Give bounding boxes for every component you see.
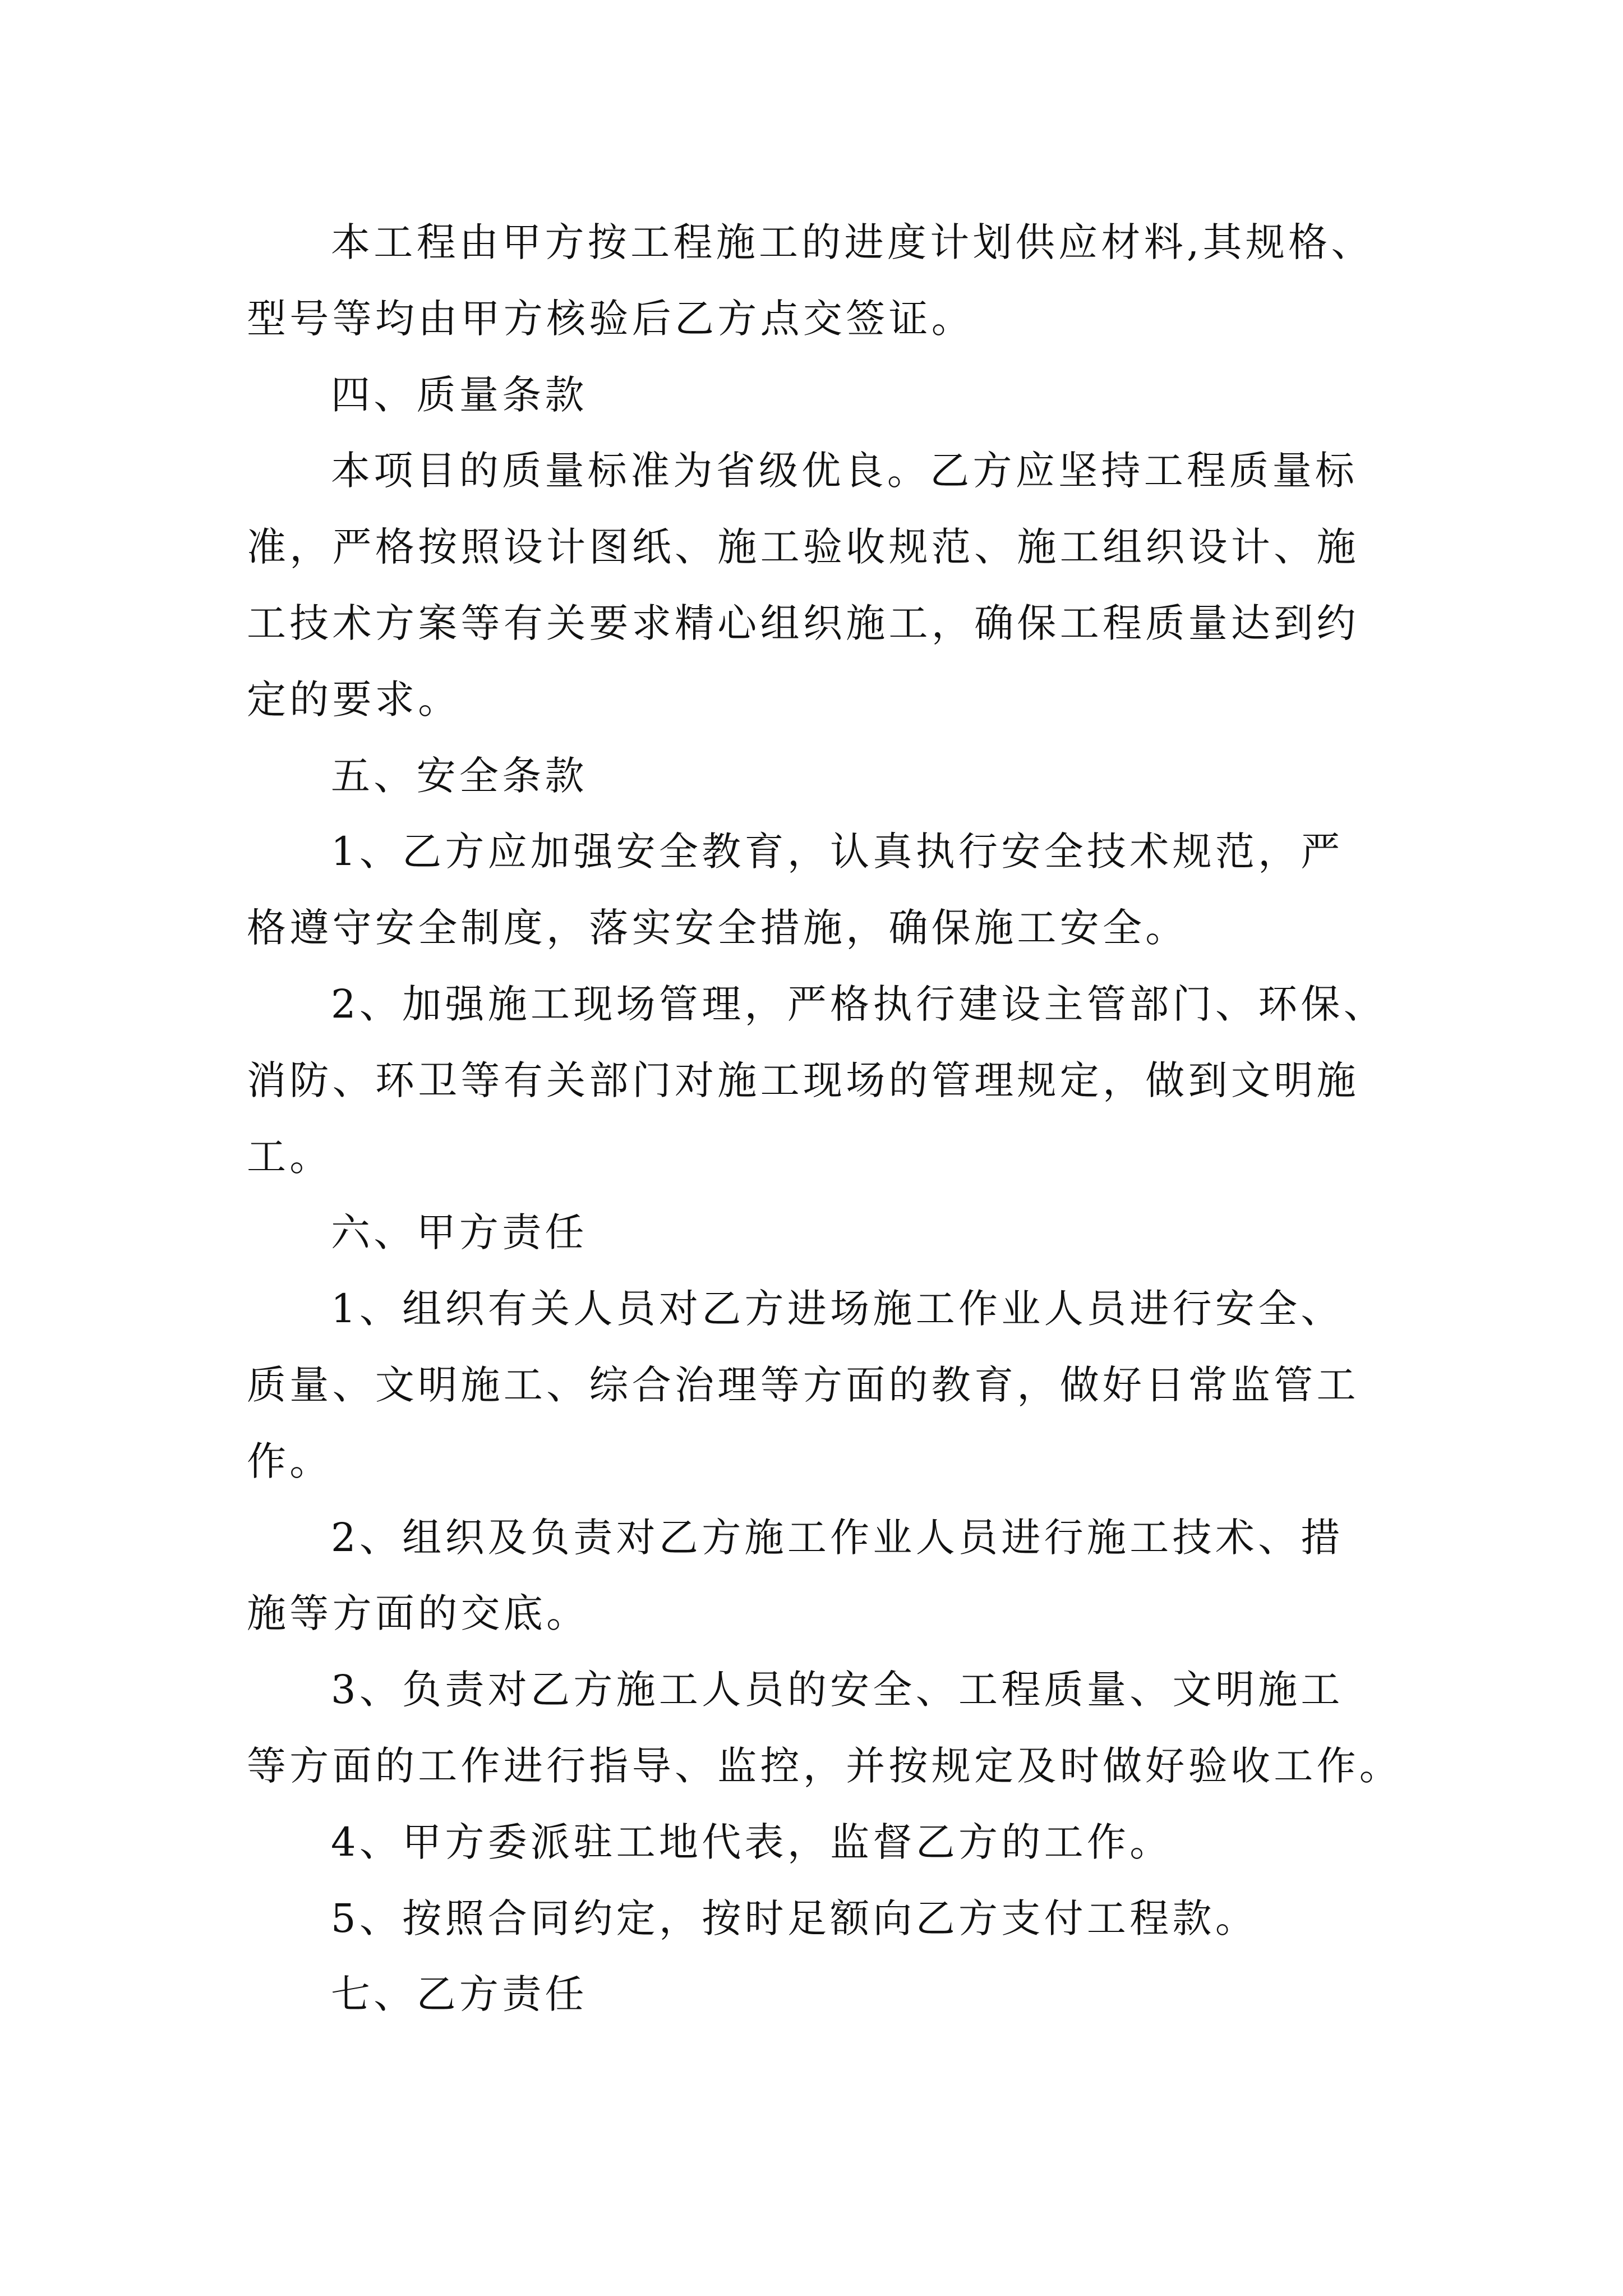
paragraph-line: 5、按照合同约定，按时足额向乙方支付工程款。 (331, 1895, 1258, 1941)
section-heading: 七、乙方责任 (331, 1971, 588, 2017)
paragraph-line: 1、组织有关人员对乙方进场施工作业人员进行安全、 (331, 1286, 1344, 1332)
paragraph-line: 施等方面的交底。 (247, 1590, 589, 1636)
paragraph-line: 2、加强施工现场管理，严格执行建设主管部门、环保、 (331, 981, 1387, 1027)
paragraph-line: 1、乙方应加强安全教育，认真执行安全技术规范，严 (331, 829, 1344, 875)
paragraph-line: 质量、文明施工、综合治理等方面的教育，做好日常监管工 (247, 1362, 1359, 1408)
paragraph-line: 2、组织及负责对乙方施工作业人员进行施工技术、措 (331, 1515, 1344, 1561)
paragraph-line: 定的要求。 (247, 677, 461, 723)
paragraph-line: 等方面的工作进行指导、监控，并按规定及时做好验收工作。 (247, 1743, 1403, 1789)
paragraph-line: 工。 (247, 1134, 333, 1180)
paragraph-line: 格遵守安全制度，落实安全措施，确保施工安全。 (247, 905, 1188, 951)
paragraph-line: 作。 (247, 1438, 333, 1484)
section-heading: 五、安全条款 (331, 753, 588, 799)
paragraph-line: 3、负责对乙方施工人员的安全、工程质量、文明施工 (331, 1667, 1344, 1713)
section-heading: 四、质量条款 (331, 372, 588, 418)
paragraph-line: 消防、环卫等有关部门对施工现场的管理规定，做到文明施 (247, 1057, 1359, 1103)
paragraph-line: 4、甲方委派驻工地代表，监督乙方的工作。 (331, 1819, 1173, 1865)
paragraph-line: 本工程由甲方按工程施工的进度计划供应材料,其规格、 (331, 219, 1374, 265)
paragraph-line: 型号等均由甲方核验后乙方点交签证。 (247, 296, 975, 342)
paragraph-line: 本项目的质量标准为省级优良。乙方应坚持工程质量标 (331, 448, 1358, 494)
paragraph-line: 工技术方案等有关要求精心组织施工，确保工程质量达到约 (247, 600, 1359, 646)
section-heading: 六、甲方责任 (331, 1209, 588, 1255)
paragraph-line: 准，严格按照设计图纸、施工验收规范、施工组织设计、施 (247, 524, 1359, 570)
